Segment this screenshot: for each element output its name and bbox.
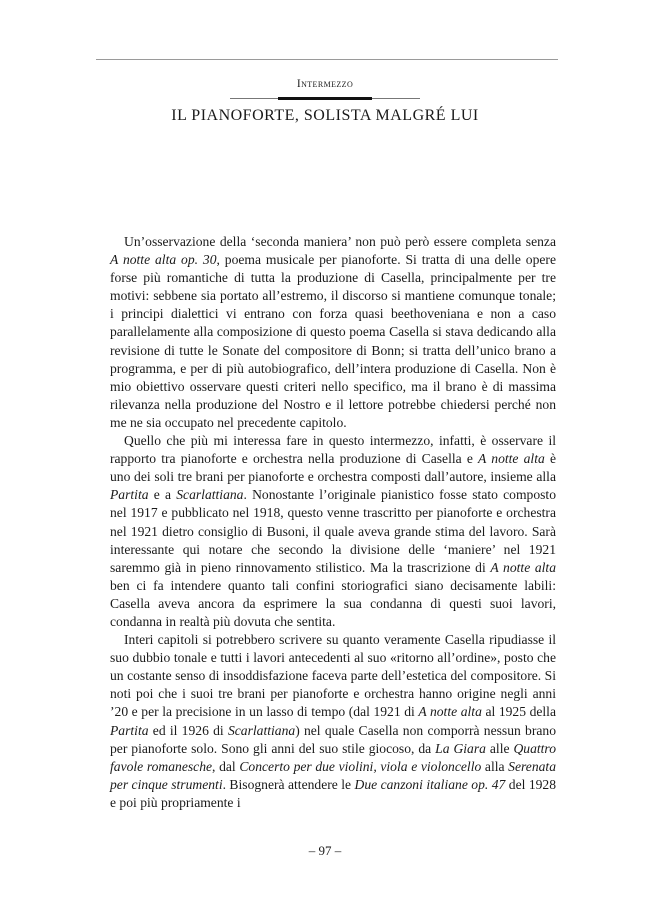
- text-run: Interi capitoli si potrebbero scrivere su quanto veramente Casella ripudiasse il suo dubbio tonale e tutti i lavori antecedenti al suo «ritorno all’ordine», posto che un costante senso di insoddisfazione faceva parte dell’estetica del compositore. Si noti poi che i suoi tre brani per pianoforte e orchestra hanno origine negli anni ’20 e per la precisione in un lasso di tempo (dal 1921 di: [110, 632, 556, 720]
- text-run: alle: [485, 740, 514, 756]
- text-run: . Bisognerà attendere le: [222, 776, 355, 792]
- header-rule: [96, 59, 558, 60]
- italic-title-run: Partita: [110, 722, 149, 738]
- paragraph: [110, 631, 556, 812]
- text-run: al 1925 della: [481, 704, 556, 720]
- text-run: Un’osservazione della ‘seconda maniera’ non può però essere completa senza: [124, 234, 556, 249]
- page-number: – 97 –: [308, 843, 342, 858]
- text-run: , poema musicale per pianoforte. Si tratta di una delle opere forse più romantiche di tutta la produzione di Casella, principalmente per tre motivi: sebbene sia portato all’estremo, il discorso si mantiene comunque tonale; i principi dialettici vi entrano con forza quasi beethoveniana e non a caso parallelamente alla composizione di questo poema Casella si stava dedicando alla revisione di tutte le Sonate del compositore di Bonn; si tratta dell’unico brano a programma, e per di più autobiografico, dell’intera produzione di Casella. Non è mio obiettivo osservare questi criteri nello specifico, ma il brano è di massima rilevanza nella produzione del Nostro e il lettore potrebbe chiedersi perché non me ne sia occupato nel precedente capitolo.: [110, 252, 556, 430]
- section-label: Intermezzo: [296, 78, 354, 90]
- text-run: Quello che più mi interessa fare in questo intermezzo, infatti, è osservare il rapporto tra pianoforte e orchestra nella produzione di Casella e: [110, 433, 556, 467]
- italic-title-run: Scarlattiana: [176, 487, 244, 503]
- italic-title-run: Quattro favole romanesche: [110, 740, 557, 774]
- text-run: . Nonostante l’originale pianistico fosse stato composto nel 1917 e pubblicato nel 1918, questo venne trascritto per pianoforte e orchestra nel 1921 dietro consiglio di Busoni, il quale aveva grande stima del lavoro. Sarà interessante qui notare che secondo la divisione delle ‘maniere’ nel 1921 saremmo già in pieno rinnovamento stilistico. Ma la trascrizione di: [110, 487, 557, 575]
- body-text: [110, 233, 556, 812]
- text-run: , dal: [212, 758, 240, 774]
- text-run: del 1928 e poi più propriamente i: [110, 776, 557, 810]
- italic-title-run: A notte alta: [490, 559, 556, 575]
- chapter-title: IL PIANOFORTE, SOLISTA MALGRÉ LUI: [171, 107, 479, 124]
- italic-title-run: Scarlattiana: [227, 722, 296, 738]
- paragraph: [110, 432, 556, 631]
- italic-title-run: Due canzoni italiane op. 47: [354, 776, 506, 792]
- text-run: ben ci fa intendere quanto tali confini storiografici siano decisamente labili: Casella aveva ancora da esprimere la sua condanna di questi suoi lavori, condanna in realtà più dovuta che sentita.: [110, 577, 556, 629]
- title-divider: [230, 97, 420, 101]
- italic-title-run: La Giara: [435, 740, 486, 756]
- italic-title-run: Concerto per due violini, viola e violoncello: [239, 758, 482, 774]
- italic-title-run: A notte alta op. 30: [110, 252, 217, 268]
- paragraph: [110, 233, 556, 432]
- text-run: ed il 1926 di: [148, 722, 228, 738]
- title-divider-thick-line: [278, 97, 372, 100]
- italic-title-run: A notte alta: [418, 704, 482, 720]
- text-run: e a: [148, 487, 177, 503]
- italic-title-run: A notte alta: [478, 451, 545, 467]
- italic-title-run: Serenata per cinque strumenti: [110, 758, 556, 792]
- text-run: ) nel quale Casella non comporrà nessun brano per pianoforte solo. Sono gli anni del suo stile giocoso, da: [110, 722, 556, 756]
- text-run: alla: [481, 758, 509, 774]
- text-run: è uno dei soli tre brani per pianoforte e orchestra composti dall’autore, insieme alla: [110, 451, 557, 485]
- italic-title-run: Partita: [110, 487, 149, 503]
